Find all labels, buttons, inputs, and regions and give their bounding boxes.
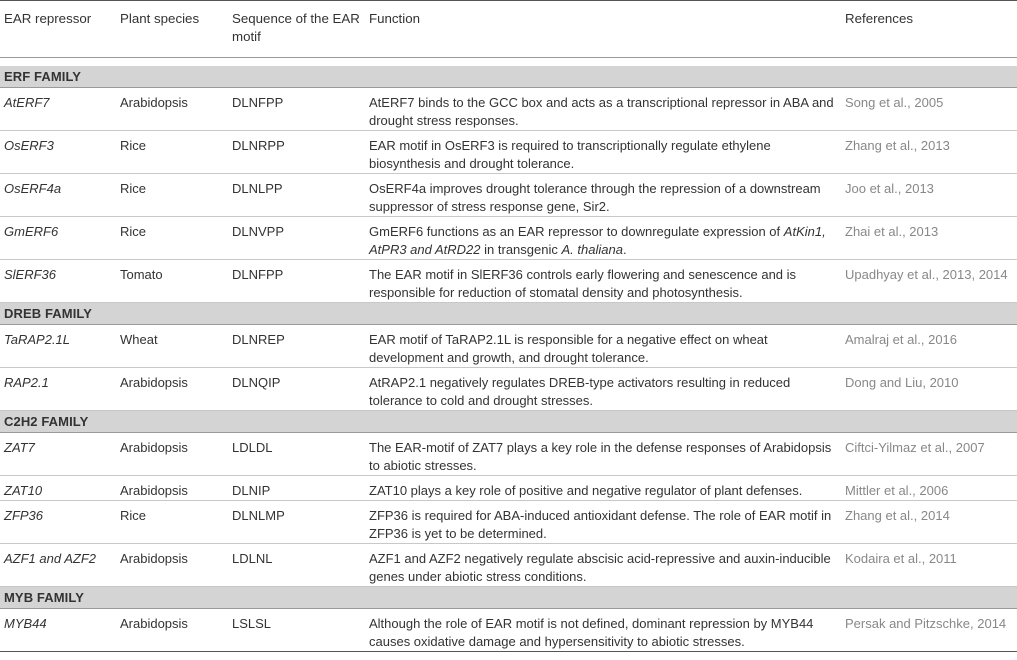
gene-cell: GmERF6 — [0, 217, 116, 260]
table-row — [0, 501, 1017, 544]
section-header-erf — [0, 66, 1017, 88]
gene-cell: OsERF3 — [0, 131, 116, 174]
header-plant-species: Plant species — [116, 1, 228, 58]
table-row — [0, 325, 1017, 368]
species-cell: Arabidopsis — [116, 88, 228, 131]
function-text-mid: in transgenic — [484, 242, 558, 257]
gene-cell: TaRAP2.1L — [0, 325, 116, 368]
species-cell: Rice — [116, 174, 228, 217]
gene-cell: ZAT10 — [0, 476, 116, 501]
function-cell: The EAR-motif of ZAT7 plays a key role in the defense responses of Arabidopsis to abiotic stresses. — [365, 433, 841, 476]
species-cell: Rice — [116, 131, 228, 174]
section-title: ERF FAMILY — [0, 66, 1017, 88]
gene-cell: RAP2.1 — [0, 368, 116, 411]
table-row — [0, 88, 1017, 131]
gene-cell: AtERF7 — [0, 88, 116, 131]
function-cell: AtRAP2.1 negatively regulates DREB-type activators resulting in reduced tolerance to cold and drought stresses. — [365, 368, 841, 411]
table-row — [0, 174, 1017, 217]
function-cell: Although the role of EAR motif is not defined, dominant repression by MYB44 causes oxidative damage and hypersensitivity to abiotic stresses. — [365, 609, 841, 652]
species-cell: Arabidopsis — [116, 609, 228, 652]
section-title: DREB FAMILY — [0, 303, 1017, 325]
reference-cell: Kodaira et al., 2011 — [841, 544, 1017, 587]
function-cell: OsERF4a improves drought tolerance through the repression of a downstream suppressor of stress response gene, Sir2. — [365, 174, 841, 217]
function-cell: EAR motif in OsERF3 is required to transcriptionally regulate ethylene biosynthesis and drought tolerance. — [365, 131, 841, 174]
table-header-row — [0, 1, 1017, 58]
function-species-name: A. thaliana — [561, 242, 623, 257]
motif-cell: LDLNL — [228, 544, 365, 587]
species-cell: Arabidopsis — [116, 433, 228, 476]
gene-cell: SlERF36 — [0, 260, 116, 303]
reference-cell: Persak and Pitzschke, 2014 — [841, 609, 1017, 652]
section-header-c2h2 — [0, 411, 1017, 433]
function-cell: EAR motif of TaRAP2.1L is responsible for a negative effect on wheat development and growth, and drought tolerance. — [365, 325, 841, 368]
reference-cell: Dong and Liu, 2010 — [841, 368, 1017, 411]
species-cell: Arabidopsis — [116, 368, 228, 411]
header-ear-repressor: EAR repressor — [0, 1, 116, 58]
reference-cell: Amalraj et al., 2016 — [841, 325, 1017, 368]
reference-cell: Upadhyay et al., 2013, 2014 — [841, 260, 1017, 303]
function-cell: The EAR motif in SlERF36 controls early flowering and senescence and is responsible for reduction of stomatal density and photosynthesis. — [365, 260, 841, 303]
gene-cell: ZFP36 — [0, 501, 116, 544]
section-header-dreb — [0, 303, 1017, 325]
motif-cell: DLNQIP — [228, 368, 365, 411]
gene-cell: AZF1 and AZF2 — [0, 544, 116, 587]
header-sequence: Sequence of the EAR motif — [228, 1, 365, 58]
reference-cell: Song et al., 2005 — [841, 88, 1017, 131]
table-row — [0, 131, 1017, 174]
reference-cell: Mittler et al., 2006 — [841, 476, 1017, 501]
motif-cell: DLNLPP — [228, 174, 365, 217]
reference-cell: Zhang et al., 2013 — [841, 131, 1017, 174]
function-cell — [365, 217, 841, 260]
function-cell: AtERF7 binds to the GCC box and acts as a transcriptional repressor in ABA and drought stress responses. — [365, 88, 841, 131]
function-text: GmERF6 functions as an EAR repressor to downregulate expression of — [369, 224, 781, 239]
reference-cell: Zhang et al., 2014 — [841, 501, 1017, 544]
gene-cell: MYB44 — [0, 609, 116, 652]
section-title: MYB FAMILY — [0, 587, 1017, 609]
gene-cell: OsERF4a — [0, 174, 116, 217]
species-cell: Rice — [116, 501, 228, 544]
species-cell: Rice — [116, 217, 228, 260]
function-cell: ZFP36 is required for ABA-induced antioxidant defense. The role of EAR motif in ZFP36 is yet to be determined. — [365, 501, 841, 544]
motif-cell: DLNFPP — [228, 88, 365, 131]
motif-cell: DLNIP — [228, 476, 365, 501]
table-row — [0, 609, 1017, 652]
motif-cell: DLNREP — [228, 325, 365, 368]
section-header-myb — [0, 587, 1017, 609]
species-cell: Wheat — [116, 325, 228, 368]
species-cell: Arabidopsis — [116, 476, 228, 501]
motif-cell: DLNRPP — [228, 131, 365, 174]
table-row — [0, 476, 1017, 501]
header-references: References — [841, 1, 1017, 58]
gene-cell: ZAT7 — [0, 433, 116, 476]
species-cell: Arabidopsis — [116, 544, 228, 587]
reference-cell: Ciftci-Yilmaz et al., 2007 — [841, 433, 1017, 476]
table-row — [0, 544, 1017, 587]
function-gene-names: AtKin1, AtPR3 and AtRD22 — [369, 224, 826, 257]
function-cell: AZF1 and AZF2 negatively regulate abscisic acid-repressive and auxin-inducible genes under abiotic stress conditions. — [365, 544, 841, 587]
table-row — [0, 260, 1017, 303]
section-title: C2H2 FAMILY — [0, 411, 1017, 433]
spacer — [0, 58, 1017, 67]
motif-cell: DLNFPP — [228, 260, 365, 303]
function-cell: ZAT10 plays a key role of positive and negative regulator of plant defenses. — [365, 476, 841, 501]
motif-cell: DLNLMP — [228, 501, 365, 544]
reference-cell: Zhai et al., 2013 — [841, 217, 1017, 260]
motif-cell: LDLDL — [228, 433, 365, 476]
table-row — [0, 433, 1017, 476]
motif-cell: DLNVPP — [228, 217, 365, 260]
function-text-end: . — [622, 242, 627, 257]
motif-cell: LSLSL — [228, 609, 365, 652]
table-row — [0, 368, 1017, 411]
reference-cell: Joo et al., 2013 — [841, 174, 1017, 217]
header-function: Function — [365, 1, 841, 58]
table-row — [0, 217, 1017, 260]
species-cell: Tomato — [116, 260, 228, 303]
